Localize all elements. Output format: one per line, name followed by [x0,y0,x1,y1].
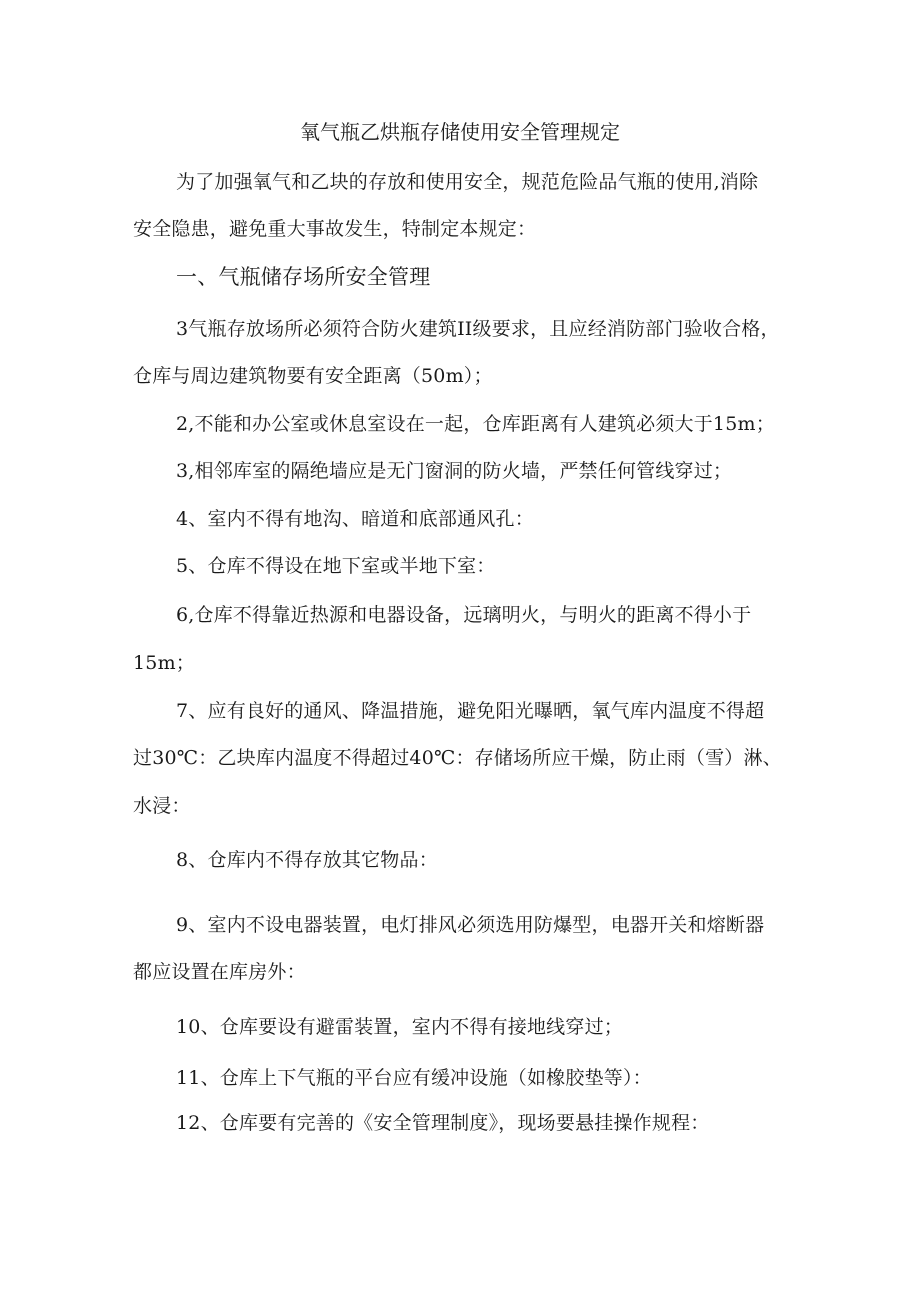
item-11-line-1: 11、仓库上下气瓶的平台应有缓冲设施（如橡胶垫等）： [176,1067,652,1089]
item-3-line-1: 3,相邻库室的隔绝墙应是无门窗洞的防火墙，严禁任何管线穿过； [176,460,733,482]
item-10-line-1: 10、仓库要设有避雷装置，室内不得有接地线穿过； [176,1016,623,1038]
item-2-line-1: 2,不能和办公室或休息室设在一起，仓库距离有人建筑必须大于15m； [176,413,775,435]
item-7-line-1: 7、应有良好的通风、降温措施，避免阳光曝晒，氧气库内温度不得超 [176,700,765,722]
item-9-line-2: 都应设置在库房外： [133,961,306,983]
item-12-line-1: 12、仓库要有完善的《安全管理制度》，现场要悬挂操作规程： [176,1112,710,1134]
intro-line-2: 安全隐患，避免重大事故发生，特制定本规定： [133,218,537,240]
item-7-line-3: 水浸： [133,795,191,817]
item-9-line-1: 9、室内不设电器装置，电灯排风必须选用防爆型，电器开关和熔断器 [176,914,765,936]
item-6-line-1: 6,仓库不得靠近热源和电器设备，远璃明火，与明火的距离不得小于 [176,604,752,626]
item-6-line-2: 15m； [133,652,195,674]
item-5-line-1: 5、仓库不得设在地下室或半地下室： [176,555,496,577]
document-title: 氧气瓶乙烘瓶存储使用安全管理规定 [300,120,620,144]
section-heading: 一、气瓶储存场所安全管理 [176,265,431,289]
item-4-line-1: 4、室内不得有地沟、暗道和底部通风孔： [176,508,534,530]
intro-line-1: 为了加强氧气和乙块的存放和使用安全，规范危险品气瓶的使用,消除 [176,171,759,193]
item-1-line-2: 仓库与周边建筑物要有安全距离（50m）； [133,365,493,387]
item-1-line-1: 3气瓶存放场所必须符合防火建筑II级要求，且应经消防部门验收合格， [176,318,780,340]
item-7-line-2: 过30℃：乙块库内温度不得超过40℃：存储场所应干燥，防止雨（雪）淋、 [133,747,782,769]
item-8-line-1: 8、仓库内不得存放其它物品： [176,849,438,871]
